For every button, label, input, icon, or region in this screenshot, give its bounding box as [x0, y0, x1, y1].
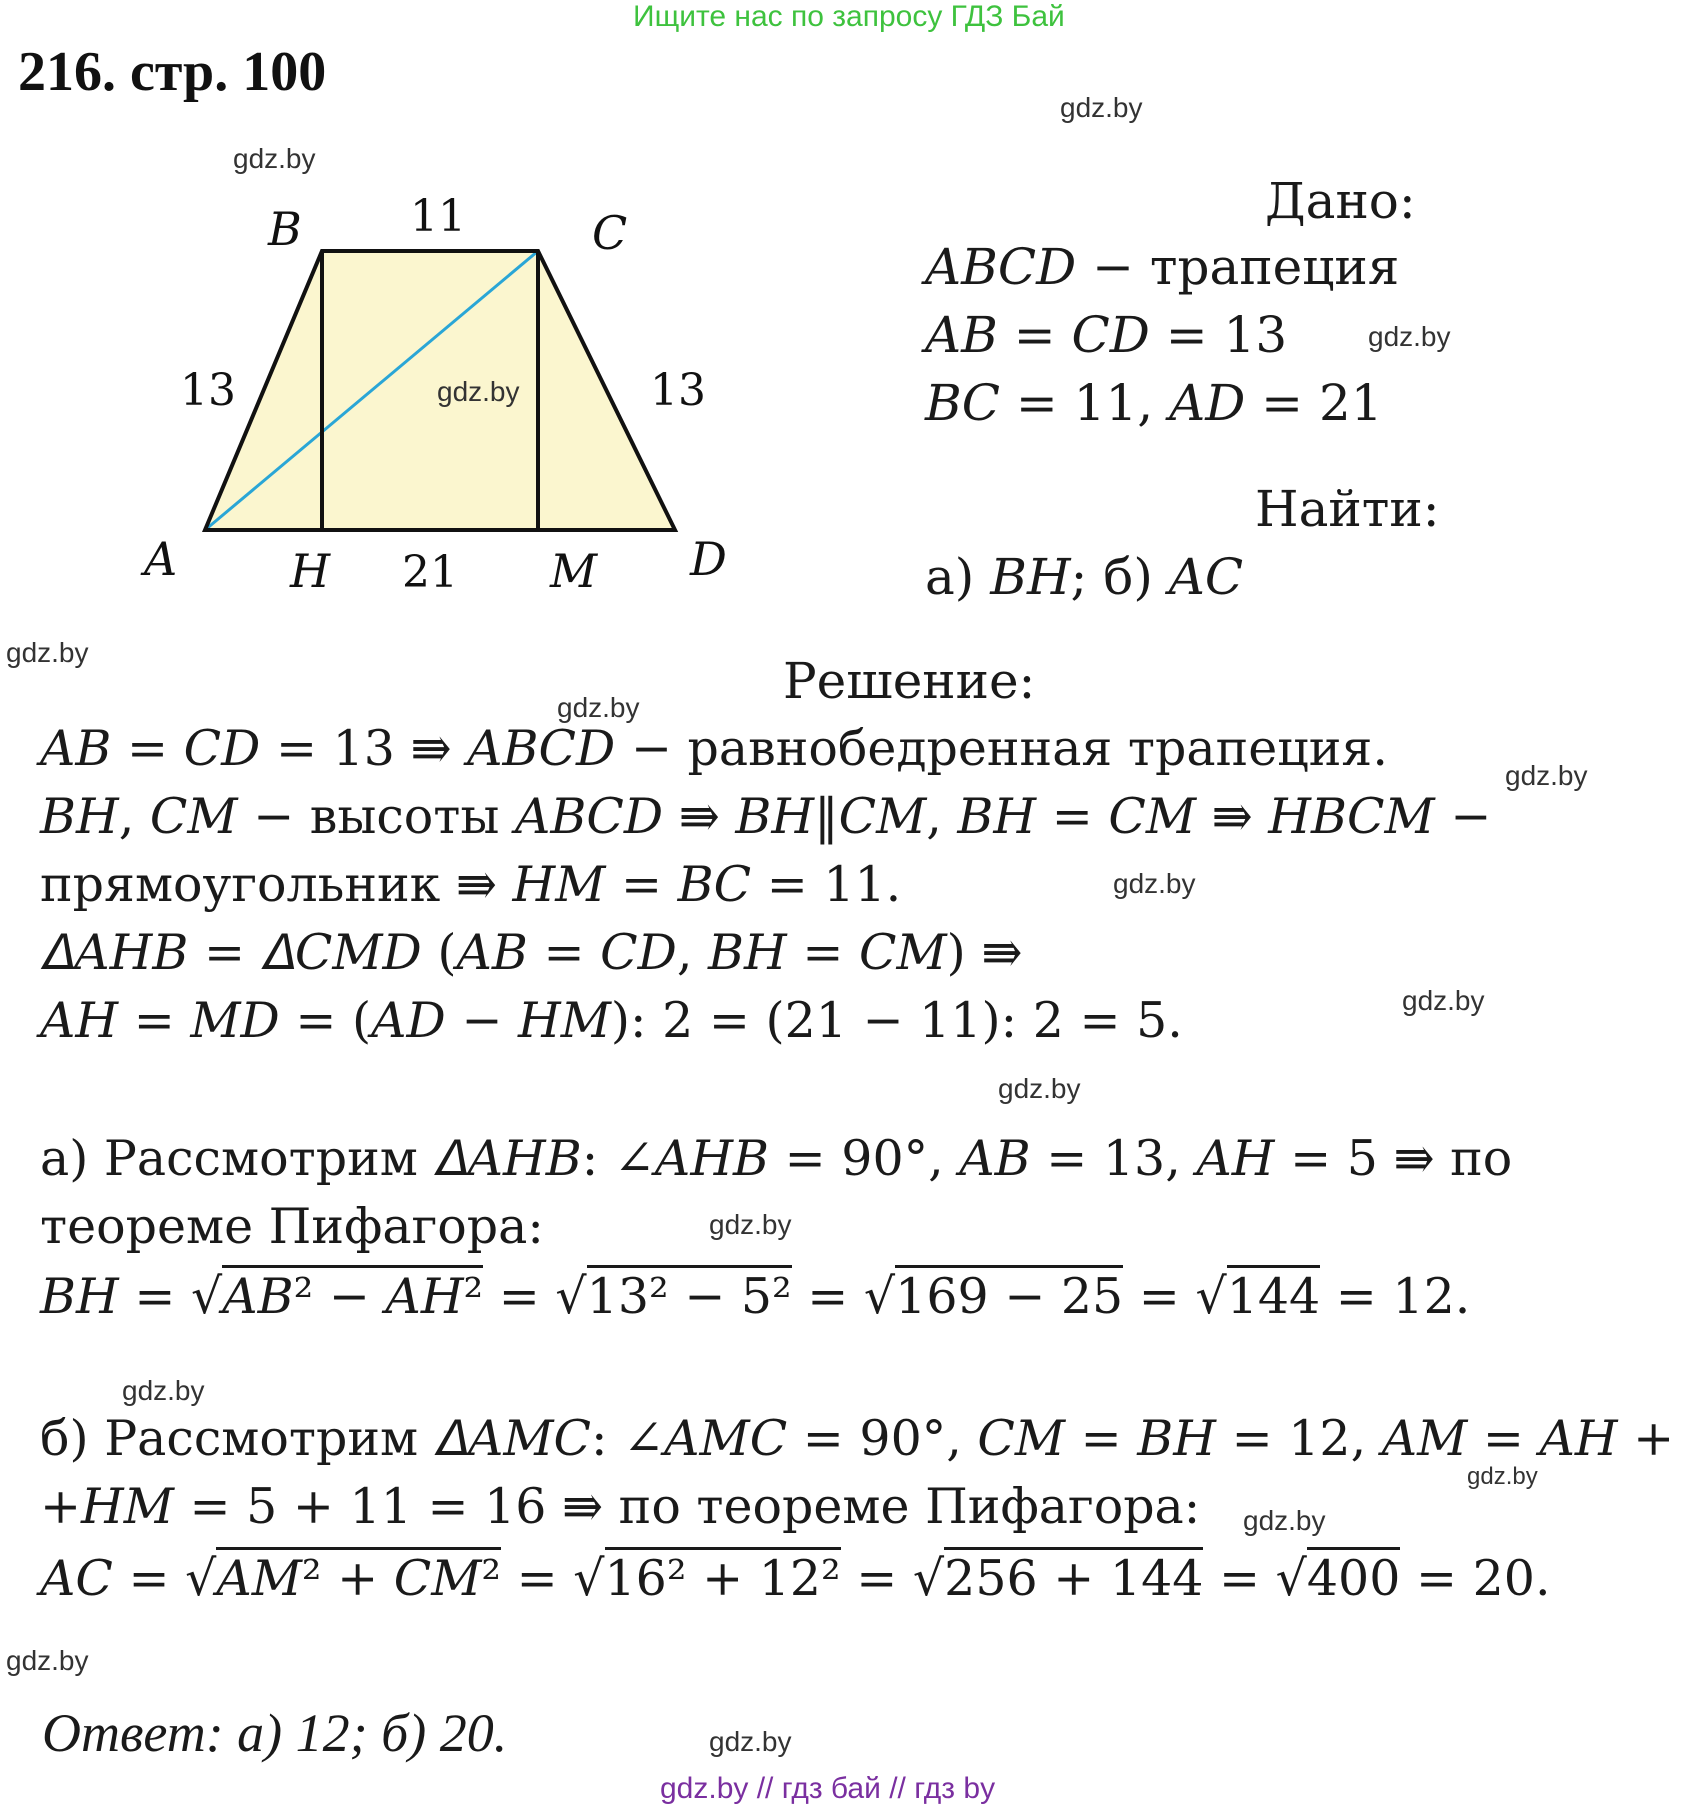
- watermark: gdz.by: [437, 376, 520, 407]
- watermark: gdz.by: [998, 1073, 1081, 1104]
- radicand-2: 13² − 5²: [587, 1265, 792, 1325]
- radicand-4: 144: [1227, 1265, 1321, 1325]
- vertex-label-d: D: [690, 532, 727, 586]
- watermark: gdz.by: [709, 1726, 792, 1757]
- watermark: gdz.by: [1505, 760, 1588, 791]
- part-a-line-1: а) Рассмотрим 𝛥𝐴𝐻𝐵: ∠𝐴𝐻𝐵 = 90°, 𝐴𝐵 = 13, 𝐴𝐻 = 5 ⇛ по: [40, 1130, 1513, 1187]
- given-line-1: 𝐴𝐵𝐶𝐷 − трапеция: [925, 238, 1400, 296]
- watermark: gdz.by: [6, 637, 89, 668]
- radicand-3: 169 − 25: [895, 1265, 1123, 1325]
- given-title: Дано:: [1265, 172, 1416, 230]
- watermark: gdz.by: [6, 1645, 89, 1676]
- vertex-label-m: M: [550, 544, 598, 598]
- watermark: gdz.by: [1467, 1463, 1538, 1490]
- find-line: а) 𝐵𝐻; б) 𝐴𝐶: [925, 548, 1244, 606]
- vertex-label-h: H: [290, 544, 331, 598]
- vertex-label-b: B: [268, 202, 302, 256]
- watermark: gdz.by: [122, 1375, 205, 1406]
- watermark: gdz.by: [233, 143, 316, 174]
- radicand-2: 16² + 12²: [605, 1547, 841, 1607]
- solution-line-2: 𝐵𝐻, 𝐶𝑀 − высоты 𝐴𝐵𝐶𝐷 ⇛ 𝐵𝐻‖𝐶𝑀, 𝐵𝐻 = 𝐶𝑀 ⇛ 𝐻𝐵𝐶𝑀 −: [40, 788, 1492, 845]
- vertex-label-c: C: [592, 206, 628, 260]
- side-label-ab: 13: [180, 365, 236, 416]
- task-number: 216. стр. 100: [18, 41, 327, 103]
- top-banner: Ищите нас по запросу ГДЗ Бай: [633, 0, 1065, 33]
- watermark: gdz.by: [709, 1209, 792, 1240]
- watermark: gdz.by: [1243, 1505, 1326, 1536]
- radicand-3: 256 + 144: [944, 1547, 1203, 1607]
- radicand-1: 𝐴𝑀² + 𝐶𝑀²: [216, 1547, 501, 1607]
- part-b-line-1: б) Рассмотрим 𝛥𝐴𝑀𝐶: ∠𝐴𝑀𝐶 = 90°, 𝐶𝑀 = 𝐵𝐻 = 12, 𝐴𝑀 = 𝐴𝐻 +: [40, 1410, 1675, 1467]
- part-b-formula: 𝐴𝐶 = √𝐴𝑀² + 𝐶𝑀² = √16² + 12² = √256 + 144 = √400 = 20.: [40, 1550, 1551, 1607]
- given-line-2: 𝐴𝐵 = 𝐶𝐷 = 13: [925, 306, 1288, 364]
- watermark: gdz.by: [1368, 321, 1451, 352]
- vertex-label-a: A: [144, 532, 178, 586]
- watermark: gdz.by: [1402, 985, 1485, 1016]
- solution-line-4: 𝛥𝐴𝐻𝐵 = 𝛥𝐶𝑀𝐷 (𝐴𝐵 = 𝐶𝐷, 𝐵𝐻 = 𝐶𝑀) ⇛: [40, 924, 1023, 981]
- find-title: Найти:: [1255, 480, 1440, 538]
- given-line-3: 𝐵𝐶 = 11, 𝐴𝐷 = 21: [925, 374, 1383, 432]
- watermark: gdz.by: [1113, 868, 1196, 899]
- side-label-bc: 11: [410, 191, 466, 242]
- solution-title: Решение:: [783, 652, 1036, 710]
- side-label-cd: 13: [650, 365, 706, 416]
- part-b-line-2: +𝐻𝑀 = 5 + 11 = 16 ⇛ по теореме Пифагора:: [40, 1478, 1201, 1535]
- part-a-line-2: теореме Пифагора:: [40, 1198, 544, 1255]
- solution-line-1: 𝐴𝐵 = 𝐶𝐷 = 13 ⇛ 𝐴𝐵𝐶𝐷 − равнобедренная трапеция.: [40, 720, 1388, 777]
- radicand-1: 𝐴𝐵² − 𝐴𝐻²: [222, 1265, 483, 1325]
- answer: Ответ: а) 12; б) 20.: [42, 1703, 508, 1763]
- solution-line-3: прямоугольник ⇛ 𝐻𝑀 = 𝐵𝐶 = 11.: [40, 856, 902, 913]
- watermark: gdz.by: [557, 692, 640, 723]
- side-label-ad: 21: [402, 547, 458, 598]
- part-a-formula: 𝐵𝐻 = √𝐴𝐵² − 𝐴𝐻² = √13² − 5² = √169 − 25 = √144 = 12.: [40, 1268, 1470, 1325]
- radicand-4: 400: [1307, 1547, 1401, 1607]
- footer-links: gdz.by // гдз бай // гдз by: [660, 1772, 996, 1805]
- watermark: gdz.by: [1060, 92, 1143, 123]
- solution-line-5: 𝐴𝐻 = 𝑀𝐷 = (𝐴𝐷 − 𝐻𝑀): 2 = (21 − 11): 2 = 5.: [40, 992, 1183, 1049]
